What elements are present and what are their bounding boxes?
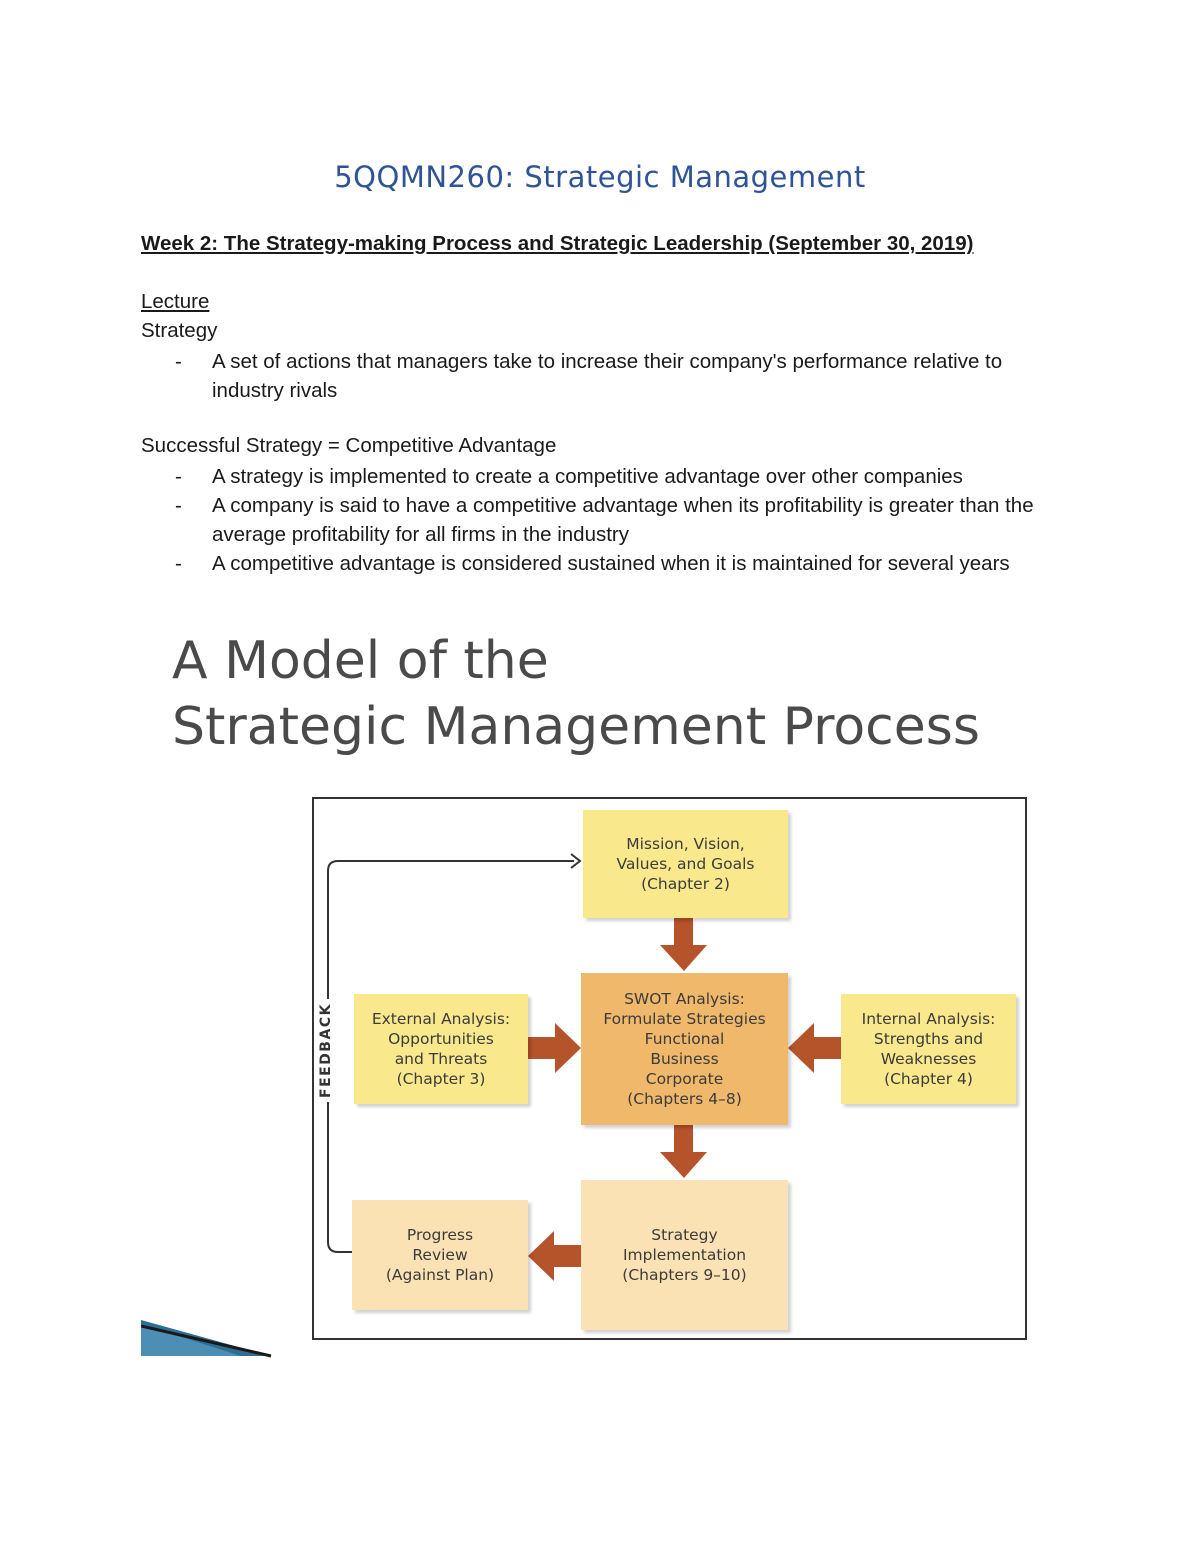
internal-analysis-text: Internal Analysis: Strengths and Weaknesses (Chapter 4) bbox=[861, 1010, 996, 1088]
internal-analysis-box bbox=[841, 994, 1016, 1104]
bullet-text: A set of actions that managers take to increase their company's performance relative to industry rivals bbox=[212, 350, 1003, 402]
bullet-dash: - bbox=[175, 552, 182, 575]
week-heading: Week 2: The Strategy-making Process and Strategic Leadership (September 30, 2019) bbox=[141, 232, 974, 255]
slide-corner-decoration bbox=[141, 1320, 291, 1360]
swot-analysis-text: SWOT Analysis: Formulate Strategies Functional Business Corporate (Chapters 4–8) bbox=[603, 990, 766, 1108]
slide-title-line-2: Strategic Management Process bbox=[172, 697, 980, 757]
bullet-text: A strategy is implemented to create a competitive advantage over other companies bbox=[212, 465, 963, 488]
lecture-heading: Lecture bbox=[141, 290, 210, 313]
bullet-text: A company is said to have a competitive advantage when its profitability is greater than the average profitability for all firms in the industry bbox=[212, 494, 1034, 546]
slide-title bbox=[172, 628, 980, 760]
feedback-label: FEEDBACK bbox=[318, 999, 334, 1102]
strategy-bullet-list bbox=[141, 347, 1051, 405]
mission-vision-box bbox=[583, 810, 788, 918]
bullet-dash: - bbox=[175, 465, 182, 488]
strategy-implementation-text: Strategy Implementation (Chapters 9–10) bbox=[622, 1226, 747, 1284]
strategy-implementation-box bbox=[581, 1180, 788, 1330]
list-item bbox=[141, 462, 1051, 491]
bullet-dash: - bbox=[175, 494, 182, 517]
external-analysis-box bbox=[354, 994, 528, 1104]
document-title: 5QQMN260: Strategic Management bbox=[334, 160, 866, 194]
successful-strategy-heading: Successful Strategy = Competitive Advantage bbox=[141, 434, 557, 457]
list-item bbox=[141, 347, 1051, 405]
strategy-heading: Strategy bbox=[141, 319, 218, 342]
bullet-dash: - bbox=[175, 350, 182, 373]
progress-review-text: Progress Review (Against Plan) bbox=[385, 1226, 495, 1284]
mission-vision-text: Mission, Vision, Values, and Goals (Chapter 2) bbox=[616, 835, 755, 893]
list-item bbox=[141, 549, 1051, 578]
swot-analysis-box bbox=[581, 973, 788, 1125]
successful-strategy-bullet-list bbox=[141, 462, 1051, 578]
progress-review-box bbox=[352, 1200, 528, 1310]
list-item bbox=[141, 491, 1051, 549]
bullet-text: A competitive advantage is considered sustained when it is maintained for several years bbox=[212, 552, 1010, 575]
slide-title-line-1: A Model of the bbox=[172, 631, 549, 691]
external-analysis-text: External Analysis: Opportunities and Threats (Chapter 3) bbox=[371, 1010, 511, 1088]
